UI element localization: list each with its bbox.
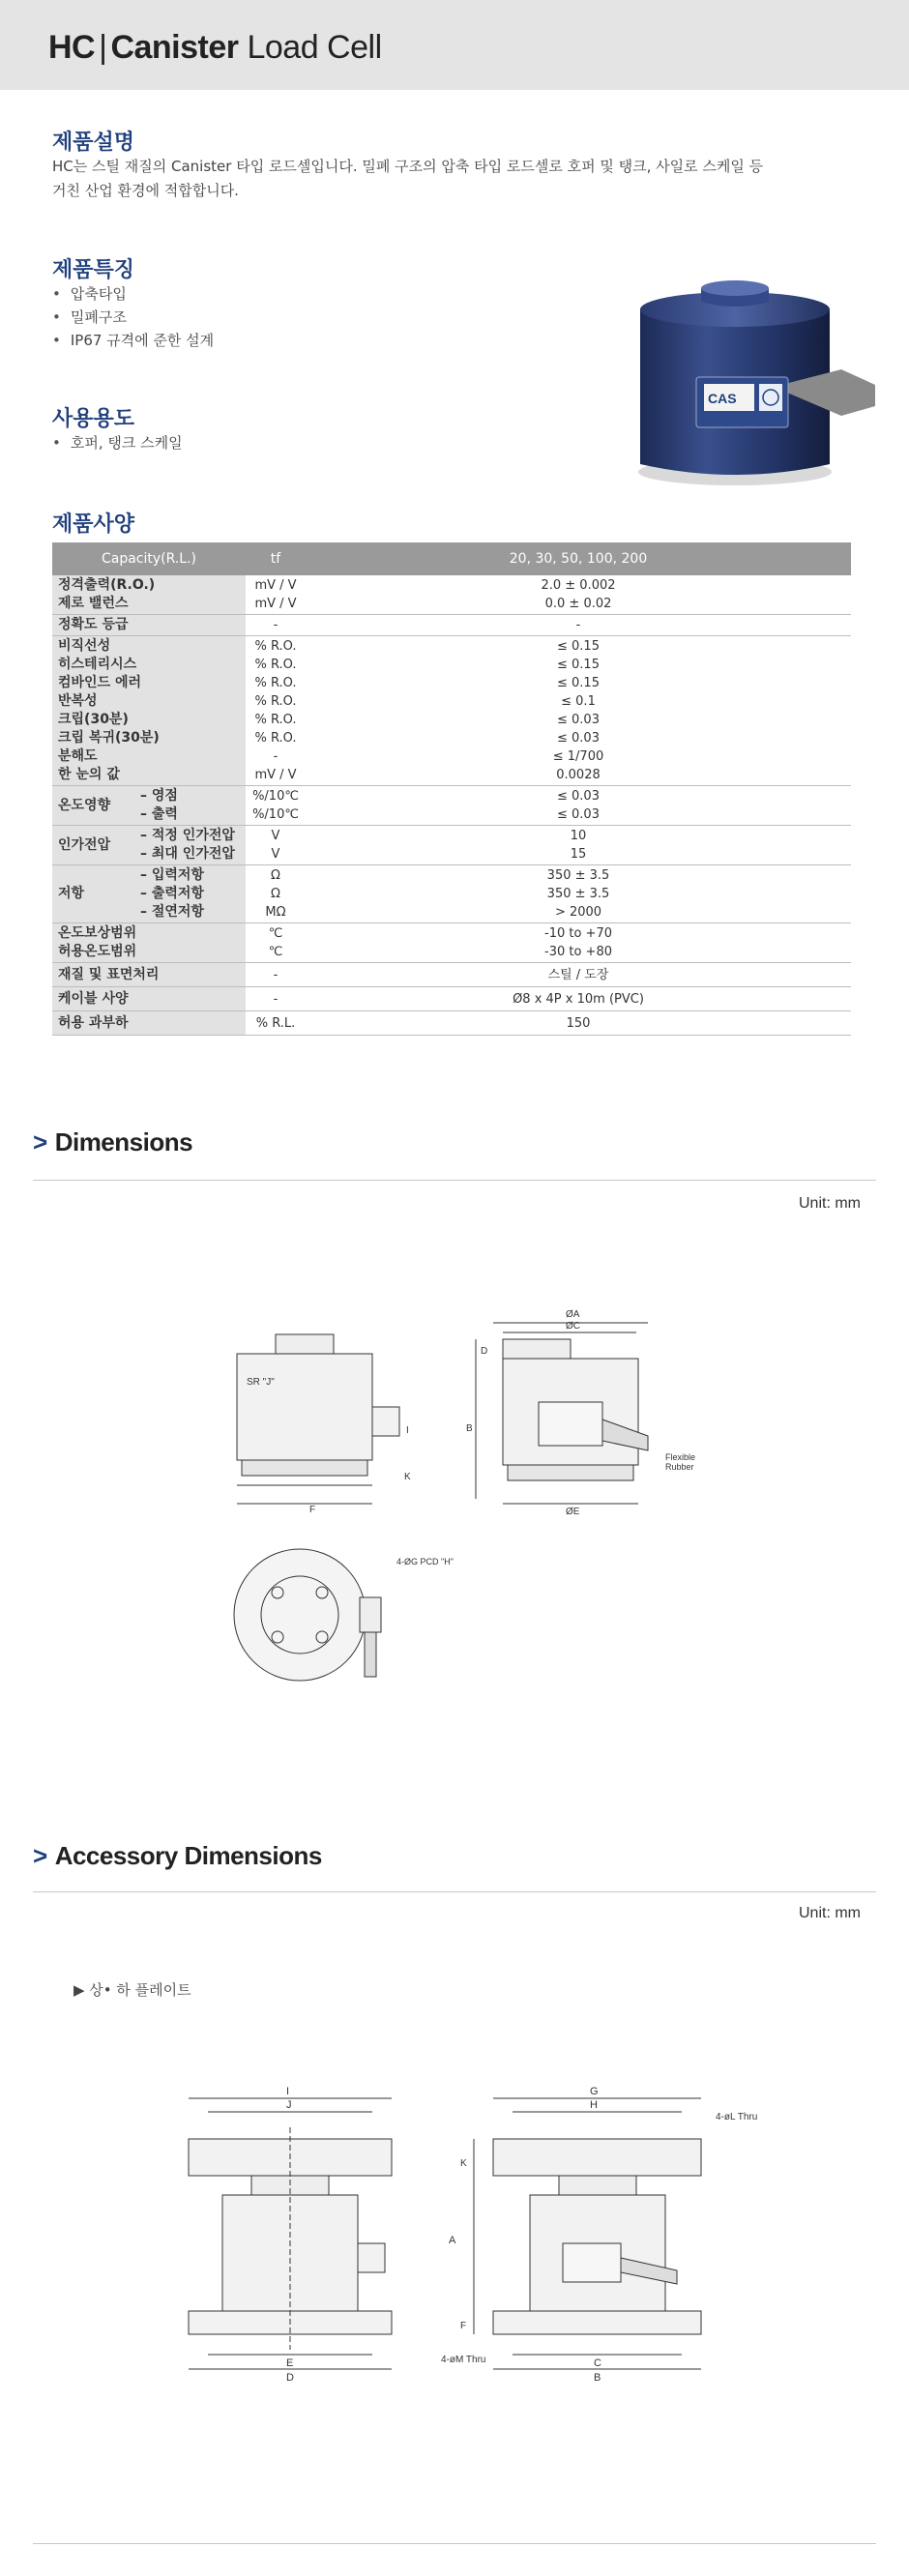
list-item: • IP67 규격에 준한 설계	[52, 329, 214, 352]
page-title: HC | Canister Load Cell	[48, 29, 382, 66]
dim-label: 4-øL Thru	[716, 2112, 758, 2122]
divider	[33, 1891, 876, 1892]
dim-label: J	[286, 2099, 292, 2111]
table-row: 재질 및 표면처리 - 스틸 / 도장	[52, 963, 851, 987]
table-row: 인가전압 – 적정 인가전압 – 최대 인가전압 V V 10 15	[52, 826, 851, 865]
table-row: 비직선성 히스테리시스 컴바인드 에러 반복성 크립(30분) 크립 복귀(30분) 분해도 한 눈의 값 % R.O. % R.O. % R.O. % R.O. % R.O. % R.O. - mV / V ≤ 0.15 ≤ 0.15 ≤ 0.15 ≤ 0.1 ≤ 0.03 ≤ 0.03 ≤ 1/700 0.0028	[52, 636, 851, 786]
dim-label: 4-øM Thru	[441, 2355, 486, 2365]
dim-label: A	[449, 2235, 456, 2246]
table-row: 케이블 사양 - Ø8 x 4P x 10m (PVC)	[52, 987, 851, 1011]
col-capacity: Capacity(R.L.)	[52, 542, 246, 575]
dim-label: K	[460, 2158, 467, 2169]
accessory-subtitle: ▶ 상• 하 플레이트	[73, 1981, 191, 1999]
description-text: HC는 스틸 재질의 Canister 타입 로드셀입니다. 밀폐 구조의 압축 타입 로드셀로 호퍼 및 탱크, 사일로 스케일 등 거친 산업 환경에 적합합니다.	[52, 158, 764, 199]
dim-label: C	[594, 2357, 601, 2369]
dim-label: ØE	[566, 1507, 580, 1517]
usage-list	[52, 431, 183, 454]
table-row: 온도영향 – 영점 – 출력 %/10℃ %/10℃ ≤ 0.03 ≤ 0.03	[52, 786, 851, 826]
dim-label: H	[590, 2099, 598, 2111]
col-values: 20, 30, 50, 100, 200	[306, 542, 851, 575]
accessory-heading: > Accessory Dimensions	[33, 1841, 322, 1870]
col-unit: tf	[246, 542, 306, 575]
dimensions-drawing	[193, 1296, 735, 1750]
list-item: • 밀폐구조	[52, 306, 214, 329]
dim-label: I	[286, 2086, 290, 2097]
dimensions-unit: Unit: mm	[799, 1195, 861, 1212]
dim-label: G	[590, 2086, 599, 2097]
spec-heading: 제품사양	[52, 512, 135, 537]
page-header	[0, 0, 909, 90]
features-heading: 제품특징	[52, 258, 135, 282]
dim-label: ØA	[566, 1309, 580, 1320]
accessory-drawing	[174, 2079, 774, 2388]
accessory-unit: Unit: mm	[799, 1905, 861, 1921]
dim-label: SR "J"	[247, 1377, 275, 1388]
dim-label: D	[481, 1346, 488, 1357]
dim-label: K	[404, 1472, 411, 1482]
dim-label: 4-ØG PCD "H"	[396, 1557, 454, 1566]
dim-label: D	[286, 2372, 294, 2384]
dim-label: E	[286, 2357, 294, 2369]
description-heading: 제품설명	[52, 131, 135, 155]
table-row: 허용 과부하 % R.L. 150	[52, 1011, 851, 1036]
list-item: • 호퍼, 탱크 스케일	[52, 431, 183, 454]
dim-label: Rubber	[665, 1462, 694, 1472]
dim-label: F	[460, 2321, 467, 2331]
table-header-row	[52, 542, 851, 575]
table-row: 정확도 등급 - -	[52, 615, 851, 636]
dim-label: Flexible	[665, 1452, 696, 1462]
divider	[33, 1180, 876, 1181]
list-item: • 압축타입	[52, 282, 214, 306]
load-cell-product-image	[629, 280, 880, 493]
features-list	[52, 282, 214, 352]
brand-logo: CAS	[708, 391, 737, 406]
dim-label: F	[309, 1505, 316, 1515]
table-row: 저항 – 입력저항 – 출력저항 – 절연저항 Ω Ω MΩ 350 ± 3.5 350 ± 3.5 > 2000	[52, 865, 851, 923]
table-row: 정격출력(R.O.) 제로 밸런스 mV / V mV / V 2.0 ± 0.002 0.0 ± 0.02	[52, 575, 851, 615]
usage-heading: 사용용도	[52, 407, 135, 431]
dim-label: B	[466, 1423, 473, 1434]
table-row: 온도보상범위 허용온도범위 ℃ ℃ -10 to +70 -30 to +80	[52, 923, 851, 963]
spec-table	[52, 542, 851, 1036]
divider	[33, 2543, 876, 2544]
dim-label: I	[406, 1425, 409, 1436]
dim-label: ØC	[566, 1321, 580, 1332]
dim-label: B	[594, 2372, 601, 2384]
dimensions-heading: > Dimensions	[33, 1127, 193, 1156]
